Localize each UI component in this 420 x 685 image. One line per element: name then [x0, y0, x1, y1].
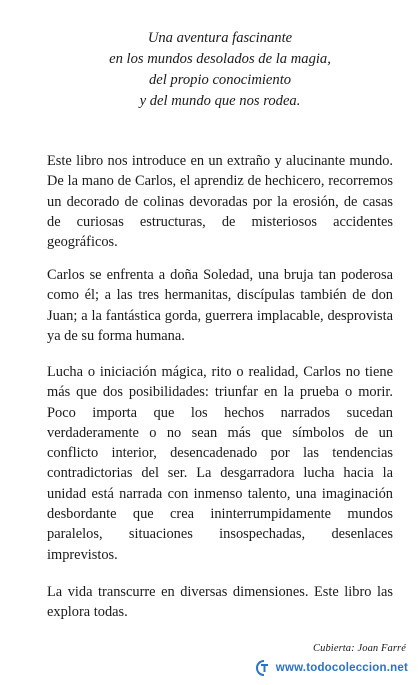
- paragraph-closing: La vida transcurre en diversas dimensiones. Este libro las explora todas.: [47, 584, 393, 621]
- watermark-text: www.todocoleccion.net: [275, 662, 408, 674]
- tagline-line-2: en los mundos desolados de la magia,: [109, 51, 331, 67]
- paragraph-intro: Este libro nos introduce en un extraño y alucinante mundo. De la mano de Carlos, el aprendiz de hechicero, recorremos un decorado de colinas devoradas por la erosión, de casas de curiosas estructuras, de misteriosos accidentes geográficos.: [47, 153, 393, 251]
- watermark: [256, 660, 408, 676]
- paragraph-characters: Carlos se enfrenta a doña Soledad, una bruja tan poderosa como él; a las tres hermanitas, discípulas también de don Juan; a la fantástica gorda, guerrera implacable, desprovista ya de su forma humana.: [47, 267, 393, 344]
- tagline-line-1: Una aventura fascinante: [147, 30, 293, 46]
- tagline: [60, 28, 380, 112]
- paragraph-struggle: Lucha o iniciación mágica, rito o realidad, Carlos no tiene más que dos posibilidades: triunfar en la prueba o morir. Poco importa que los hechos narrados sucedan verdaderamente o no sean más que símbolos de un conflicto interior, desencadenado por las tendencias contradictorias del ser. La desgarradora lucha hacia la unidad está narrada con inmenso talento, una imaginación desbordante que crea ininterrumpidamente mundos paralelos, situaciones insospechadas, desenlaces imprevistos.: [47, 364, 393, 563]
- cover-credit: Cubierta: Joan Farré: [313, 643, 406, 654]
- todocoleccion-logo-icon: [256, 660, 272, 676]
- tagline-line-3: del propio conocimiento: [148, 72, 292, 88]
- tagline-line-4: y del mundo que nos rodea.: [139, 93, 301, 109]
